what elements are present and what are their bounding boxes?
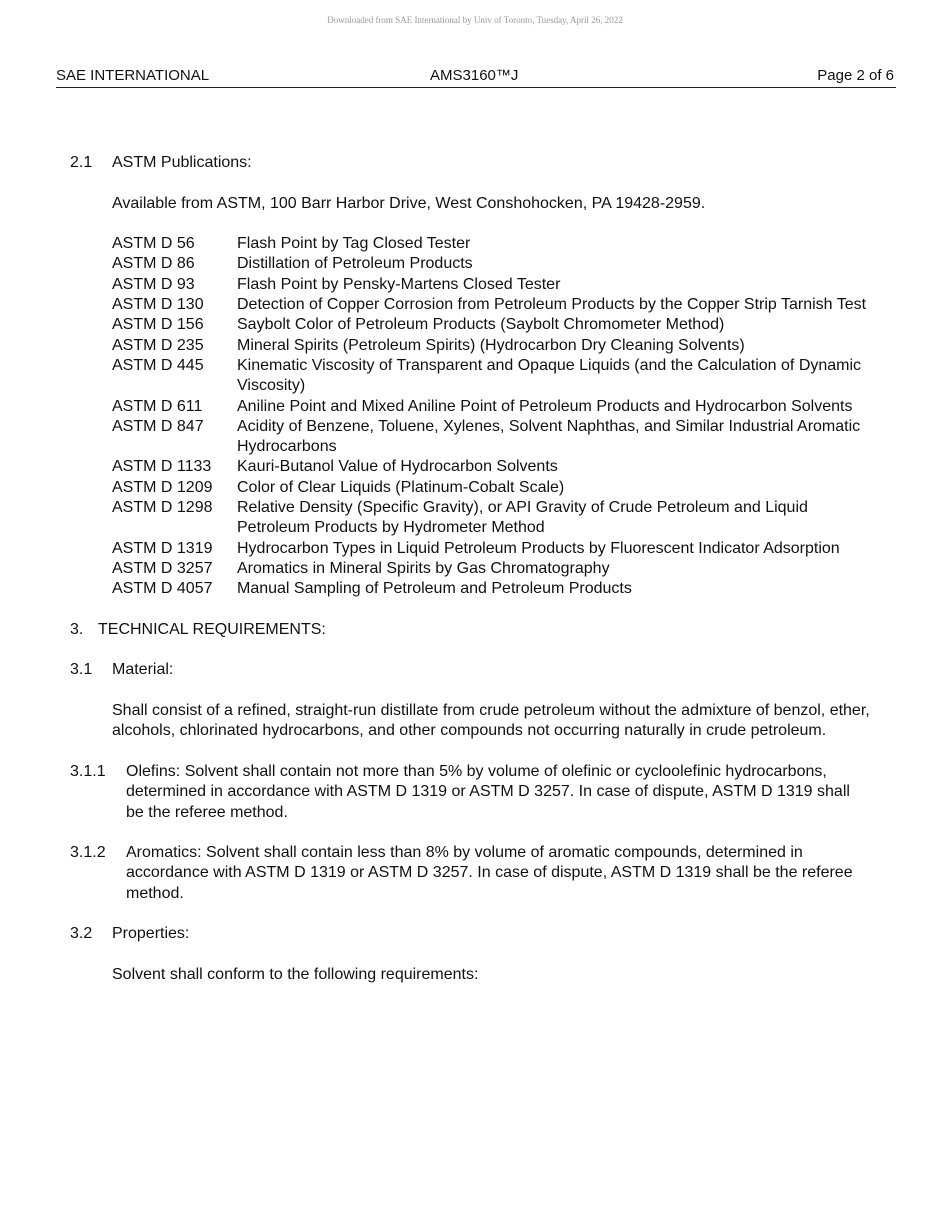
reference-code: ASTM D 86 xyxy=(112,255,195,273)
reference-item xyxy=(112,498,870,539)
reference-title: Detection of Copper Corrosion from Petroleum Products by the Copper Strip Tarnish Test xyxy=(237,296,867,314)
reference-item xyxy=(112,539,870,559)
reference-code: ASTM D 3257 xyxy=(112,559,213,577)
reference-title: Distillation of Petroleum Products xyxy=(237,255,473,273)
reference-code: ASTM D 1133 xyxy=(112,458,212,476)
section-3-2-body: Solvent shall conform to the following requirements: xyxy=(112,965,479,983)
reference-code: ASTM D 93 xyxy=(112,275,195,293)
reference-item xyxy=(112,234,870,254)
section-number: 3. xyxy=(70,620,84,638)
reference-title: Hydrocarbon Types in Liquid Petroleum Products by Fluorescent Indicator Adsorption xyxy=(237,539,840,557)
reference-title: Kauri-Butanol Value of Hydrocarbon Solvents xyxy=(237,458,558,476)
section-2-1-heading xyxy=(70,153,870,173)
reference-item xyxy=(112,356,870,397)
header-document-id: AMS3160™J xyxy=(430,67,519,84)
reference-item xyxy=(112,478,870,498)
reference-code: ASTM D 156 xyxy=(112,316,204,334)
reference-item xyxy=(112,417,870,458)
reference-title: Aromatics in Mineral Spirits by Gas Chromatography xyxy=(237,559,610,577)
section-3-1-body: Shall consist of a refined, straight-run distillate from crude petroleum without the admixture of benzol, ether, alcohols, chlorinated hydrocarbons, and other compounds not occurring naturally in crude petroleum. xyxy=(112,702,870,740)
reference-title: Acidity of Benzene, Toluene, Xylenes, Solvent Naphthas, and Similar Industrial Aromatic Hydrocarbons xyxy=(237,417,861,456)
section-title: TECHNICAL REQUIREMENTS: xyxy=(98,620,326,638)
reference-title: Saybolt Color of Petroleum Products (Saybolt Chromometer Method) xyxy=(237,316,725,334)
reference-code: ASTM D 130 xyxy=(112,296,204,314)
reference-item xyxy=(112,336,870,356)
reference-item xyxy=(112,254,870,274)
reference-list xyxy=(112,234,870,599)
section-body: Aromatics: Solvent shall contain less than 8% by volume of aromatic compounds, determined in accordance with ASTM D 1319 or ASTM D 3257. In case of dispute, ASTM D 1319 shall be the referee method. xyxy=(126,844,853,902)
section-3-heading xyxy=(70,620,870,640)
header-organization: SAE INTERNATIONAL xyxy=(56,67,210,84)
reference-code: ASTM D 56 xyxy=(112,235,195,253)
section-number: 3.1 xyxy=(70,661,93,679)
reference-item xyxy=(112,295,870,315)
reference-item xyxy=(112,315,870,335)
reference-code: ASTM D 445 xyxy=(112,356,204,374)
section-3-1-1 xyxy=(70,762,870,823)
reference-item xyxy=(112,579,870,599)
reference-item xyxy=(112,559,870,579)
section-title: Material: xyxy=(112,661,174,679)
reference-title: Color of Clear Liquids (Platinum-Cobalt Scale) xyxy=(237,478,565,496)
reference-code: ASTM D 611 xyxy=(112,397,203,415)
reference-title: Flash Point by Pensky-Martens Closed Tester xyxy=(237,275,561,293)
section-title: Properties: xyxy=(112,925,190,943)
reference-code: ASTM D 4057 xyxy=(112,580,213,598)
reference-item xyxy=(112,457,870,477)
reference-item xyxy=(112,275,870,295)
section-number: 3.1.2 xyxy=(70,844,106,862)
section-3-1-2 xyxy=(70,843,870,904)
header-page-number: Page 2 of 6 xyxy=(817,67,894,84)
reference-title: Relative Density (Specific Gravity), or API Gravity of Crude Petroleum and Liquid Petroleum Products by Hydrometer Method xyxy=(237,499,808,537)
reference-title: Aniline Point and Mixed Aniline Point of Petroleum Products and Hydrocarbon Solvents xyxy=(237,397,853,415)
section-3-2-heading xyxy=(70,924,870,944)
section-title: ASTM Publications: xyxy=(112,154,252,171)
section-number: 2.1 xyxy=(70,154,93,171)
section-body: Olefins: Solvent shall contain not more than 5% by volume of olefinic or cycloolefinic hydrocarbons, determined in accordance with ASTM D 1319 or ASTM D 3257. In case of dispute, ASTM D 1319 shall be the referee method. xyxy=(126,762,850,821)
section-number: 3.2 xyxy=(70,925,93,943)
section-number: 3.1.1 xyxy=(70,762,106,780)
reference-title: Flash Point by Tag Closed Tester xyxy=(237,235,471,253)
download-note: Downloaded from SAE International by Univ of Toronto, Tuesday, April 26, 2022 xyxy=(327,15,623,25)
reference-code: ASTM D 235 xyxy=(112,336,204,354)
section-3-1-heading xyxy=(70,660,870,680)
reference-title: Manual Sampling of Petroleum and Petroleum Products xyxy=(237,580,632,598)
reference-code: ASTM D 1319 xyxy=(112,539,213,557)
reference-code: ASTM D 1209 xyxy=(112,478,213,496)
reference-title: Kinematic Viscosity of Transparent and Opaque Liquids (and the Calculation of Dynamic Viscosity) xyxy=(237,356,862,395)
reference-code: ASTM D 1298 xyxy=(112,499,213,517)
reference-title: Mineral Spirits (Petroleum Spirits) (Hydrocarbon Dry Cleaning Solvents) xyxy=(237,336,745,354)
document-body xyxy=(70,153,870,985)
astm-availability: Available from ASTM, 100 Barr Harbor Drive, West Conshohocken, PA 19428-2959. xyxy=(112,194,706,212)
reference-code: ASTM D 847 xyxy=(112,417,204,435)
page-header xyxy=(56,67,896,88)
reference-item xyxy=(112,397,870,417)
